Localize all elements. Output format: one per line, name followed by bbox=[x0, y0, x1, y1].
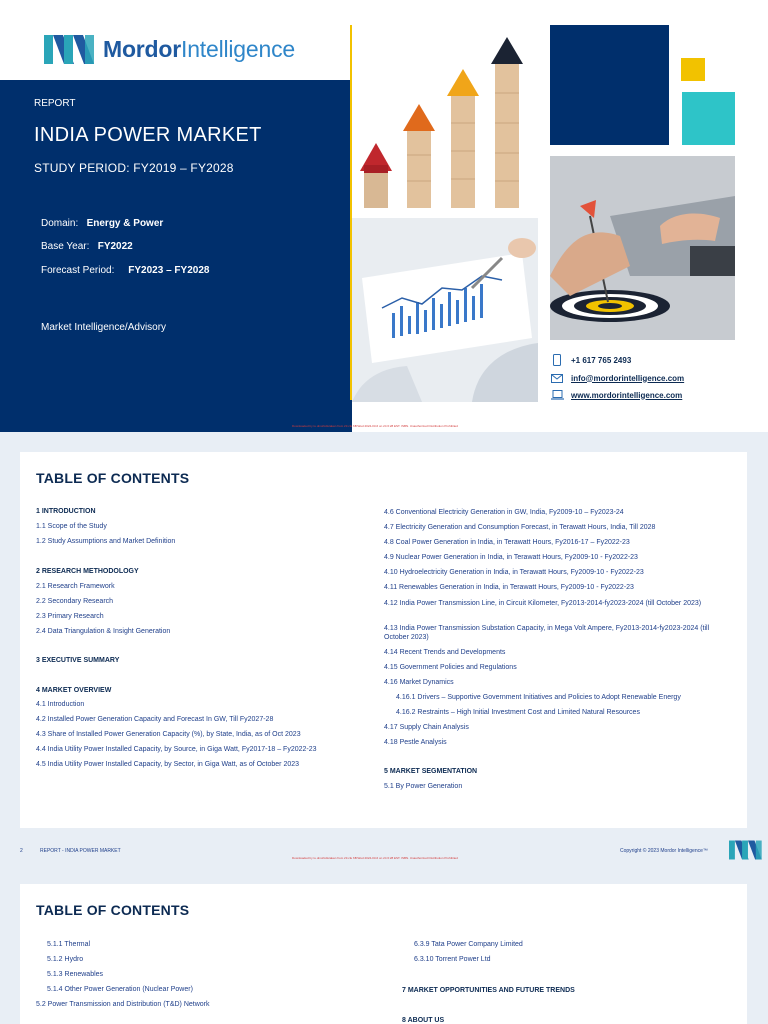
toc-entry[interactable]: 8 ABOUT US bbox=[402, 1017, 445, 1024]
toc-entry[interactable]: 4.7 Electricity Generation and Consumption Forecast, in Terawatt Hours, India, Till 2028 bbox=[384, 524, 656, 531]
toc-entry[interactable]: 1 INTRODUCTION bbox=[36, 508, 96, 515]
report-cover bbox=[0, 0, 768, 432]
toc-entry[interactable]: 4.9 Nuclear Power Generation in India, in Terawatt Hours, Fy2009-10 - Fy2022-23 bbox=[384, 554, 638, 561]
toc-entry[interactable]: 4.6 Conventional Electricity Generation in GW, India, Fy2009-10 – Fy2023-24 bbox=[384, 509, 624, 516]
laptop-icon bbox=[550, 389, 564, 401]
toc-entry[interactable]: 4.4 India Utility Power Installed Capacity, by Source, in Giga Watt, Fy2017-18 – Fy2022-23 bbox=[36, 746, 317, 753]
toc-entry[interactable]: 4.16.2 Restraints – High Initial Investment Cost and Limited Natural Resources bbox=[396, 709, 640, 716]
toc-heading: TABLE OF CONTENTS bbox=[36, 470, 190, 486]
toc-entry[interactable]: 4.10 Hydroelectricity Generation in India, in Terawatt Hours, Fy2009-10 - Fy2022-23 bbox=[384, 569, 644, 576]
toc-entry[interactable]: 4.2 Installed Power Generation Capacity and Forecast In GW, Till Fy2027-28 bbox=[36, 716, 274, 723]
email-link[interactable]: info@mordorintelligence.com bbox=[571, 373, 685, 383]
study-period: STUDY PERIOD: FY2019 – FY2028 bbox=[34, 161, 234, 175]
toc-entry[interactable]: 2.1 Research Framework bbox=[36, 583, 115, 590]
growth-blocks-icon bbox=[352, 25, 538, 210]
report-title: INDIA POWER MARKET bbox=[34, 124, 262, 146]
growth-blocks-image bbox=[352, 25, 538, 210]
toc-entry[interactable]: 6.3.10 Torrent Power Ltd bbox=[414, 956, 491, 963]
copyright: Copyright © 2023 Mordor Intelligence™ bbox=[620, 848, 708, 854]
download-watermark: Downloaded by tu.dmohidisrakan from 23.cfe 6B:Wed 2024-03-6 on 24 6:28 EST. ISBN. Unauthorized Distribution Prohibited bbox=[292, 424, 458, 428]
toc-entry[interactable]: 4.15 Government Policies and Regulations bbox=[384, 664, 517, 671]
toc-entry[interactable]: 7 MARKET OPPORTUNITIES AND FUTURE TRENDS bbox=[402, 987, 575, 994]
brand-name-light: Intelligence bbox=[181, 36, 295, 62]
toc-entry[interactable]: 5.2 Power Transmission and Distribution (T&D) Network bbox=[36, 1001, 210, 1008]
report-label: REPORT bbox=[34, 98, 76, 109]
dartboard-icon bbox=[550, 156, 735, 340]
phone-icon bbox=[550, 354, 564, 366]
phone-number: +1 617 765 2493 bbox=[571, 355, 632, 365]
forecast-value: FY2023 – FY2028 bbox=[128, 265, 210, 276]
download-watermark: Downloaded by tu.dmohidisrakan from 23.cfe 6B:Wed 2024-03-6 on 24 6:28 EST. ISBN. Unauthorized Distribution Prohibited bbox=[292, 856, 458, 860]
toc-entry[interactable]: 4.3 Share of Installed Power Generation Capacity (%), by State, India, as of Oct 2023 bbox=[36, 731, 301, 738]
envelope-icon bbox=[550, 372, 564, 384]
toc-page-1 bbox=[20, 452, 747, 828]
target-photo bbox=[550, 156, 735, 340]
advisory-label: Market Intelligence/Advisory bbox=[41, 322, 167, 333]
toc-entry[interactable]: 5.1.1 Thermal bbox=[47, 941, 91, 948]
toc-entry[interactable]: 4.18 Pestle Analysis bbox=[384, 739, 447, 746]
logo-bar bbox=[0, 0, 352, 80]
toc-entry[interactable]: 4.14 Recent Trends and Developments bbox=[384, 649, 506, 656]
decor-square-yellow bbox=[681, 58, 705, 81]
contact-phone bbox=[550, 354, 631, 366]
brand-name-bold: Mordor bbox=[103, 36, 182, 62]
toc-entry[interactable]: 2.4 Data Triangulation & Insight Generation bbox=[36, 628, 171, 635]
forecast-row bbox=[41, 265, 209, 276]
toc-entry[interactable]: 4.16.1 Drivers – Supportive Government Initiatives and Policies to Adopt Renewable Energy bbox=[396, 694, 681, 701]
toc-page-2 bbox=[20, 884, 747, 1024]
forecast-label: Forecast Period: bbox=[41, 265, 115, 276]
toc-entry[interactable]: 4 MARKET OVERVIEW bbox=[36, 687, 112, 694]
toc-entry[interactable]: 4.13 India Power Transmission Substation Capacity, in Mega Volt Ampere, Fy2013-2014-fy2023-2024 (till October 2023) bbox=[384, 625, 710, 641]
mordor-logo-icon bbox=[729, 840, 763, 860]
toc-entry[interactable]: 4.12 India Power Transmission Line, in Circuit Kilometer, Fy2013-2014-fy2023-2024 (till October 2023) bbox=[384, 600, 702, 607]
toc-entry[interactable]: 4.11 Renewables Generation in India, in Terawatt Hours, Fy2009-10 - Fy2022-23 bbox=[384, 584, 634, 591]
domain-value: Energy & Power bbox=[86, 218, 164, 229]
page-footer bbox=[0, 840, 768, 868]
base-year-value: FY2022 bbox=[97, 241, 133, 252]
toc-entry[interactable]: 2.3 Primary Research bbox=[36, 613, 104, 620]
base-year-row bbox=[41, 241, 133, 252]
analytics-photo bbox=[352, 218, 538, 402]
toc-entry[interactable]: 5.1 By Power Generation bbox=[384, 783, 463, 790]
domain-row bbox=[41, 218, 163, 229]
contact-website[interactable] bbox=[550, 389, 682, 401]
domain-label: Domain: bbox=[41, 218, 79, 229]
toc-entry[interactable]: 4.1 Introduction bbox=[36, 701, 85, 708]
brand-name bbox=[103, 36, 295, 63]
toc-entry[interactable]: 2.2 Secondary Research bbox=[36, 598, 114, 605]
toc-entry[interactable]: 1.2 Study Assumptions and Market Definition bbox=[36, 538, 176, 545]
contact-email[interactable] bbox=[550, 372, 684, 384]
page-number: 2 bbox=[20, 848, 23, 854]
website-link[interactable]: www.mordorintelligence.com bbox=[571, 390, 683, 400]
toc-entry[interactable]: 4.8 Coal Power Generation in India, in Terawatt Hours, Fy2016-17 – Fy2022-23 bbox=[384, 539, 630, 546]
toc-entry[interactable]: 5.1.3 Renewables bbox=[47, 971, 104, 978]
decor-square-teal bbox=[682, 92, 735, 145]
toc-entry[interactable]: 4.5 India Utility Power Installed Capacity, by Sector, in Giga Watt, as of October 2023 bbox=[36, 761, 300, 768]
toc-entry[interactable]: 5.1.4 Other Power Generation (Nuclear Power) bbox=[47, 986, 193, 993]
base-year-label: Base Year: bbox=[41, 241, 90, 252]
toc-heading: TABLE OF CONTENTS bbox=[36, 902, 190, 918]
footer-report-name: REPORT - INDIA POWER MARKET bbox=[40, 848, 121, 854]
toc-entry[interactable]: 4.16 Market Dynamics bbox=[384, 679, 454, 686]
toc-entry[interactable]: 5 MARKET SEGMENTATION bbox=[384, 768, 478, 775]
toc-entry[interactable]: 6.3.9 Tata Power Company Limited bbox=[414, 941, 523, 948]
financial-chart-icon bbox=[352, 218, 538, 402]
decor-square-navy bbox=[550, 25, 669, 145]
toc-entry[interactable]: 2 RESEARCH METHODOLOGY bbox=[36, 568, 139, 575]
cover-title-panel bbox=[0, 80, 352, 432]
toc-entry[interactable]: 3 EXECUTIVE SUMMARY bbox=[36, 657, 120, 664]
toc-entry[interactable]: 5.1.2 Hydro bbox=[47, 956, 84, 963]
toc-entry[interactable]: 4.17 Supply Chain Analysis bbox=[384, 724, 469, 731]
mordor-logo-icon bbox=[44, 35, 96, 64]
toc-entry[interactable]: 1.1 Scope of the Study bbox=[36, 523, 107, 530]
